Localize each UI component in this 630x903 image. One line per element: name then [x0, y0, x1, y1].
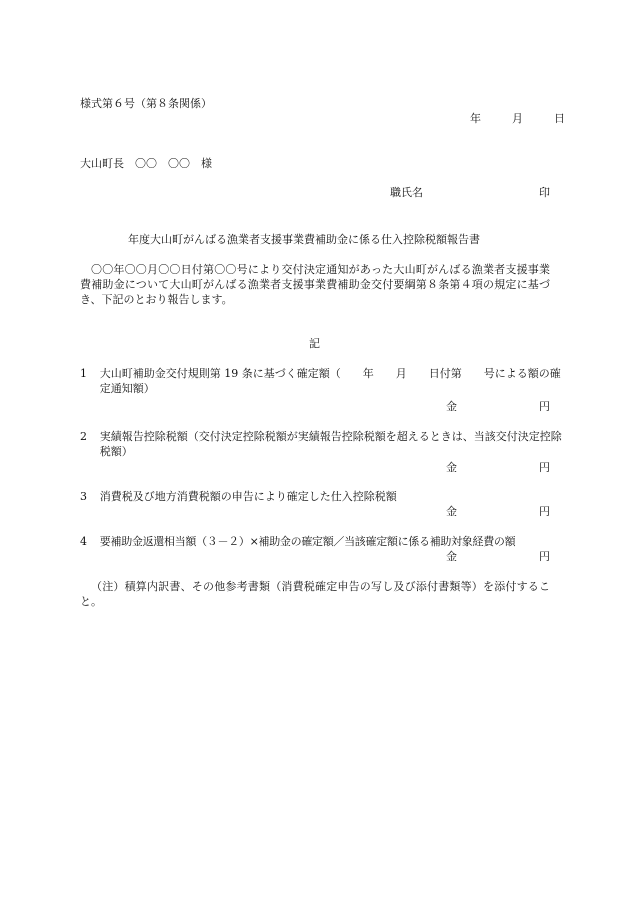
date-year: 年: [470, 112, 481, 125]
date-line: [470, 111, 565, 126]
item-3-number: 3: [80, 490, 87, 503]
item-1-text: 大山町補助金交付規則第 19 条に基づく確定額（ 年 月 日付第 号による額の確定通知額）: [99, 367, 561, 395]
item-4-en: 円: [539, 550, 550, 563]
item-2-text: 実績報告控除税額（交付決定控除税額が実績報告控除税額を超えるときは、当該交付決定控除税額）: [99, 430, 562, 458]
date-month: 月: [512, 112, 523, 125]
note: （注）積算内訳書、その他参考書類（消費税確定申告の写し及び添付書類等）を添付すること。: [80, 580, 550, 608]
item-1-number: 1: [80, 367, 87, 380]
form-number: 様式第６号（第８条関係）: [80, 97, 212, 110]
item-2: [80, 429, 570, 459]
item-2-en: 円: [539, 461, 550, 474]
date-day: 日: [554, 112, 565, 125]
body-paragraph: 〇〇年〇〇月〇〇日付第〇〇号により交付決定通知があった大山町がんばる漁業者支援事業費補助金について大山町がんばる漁業者支援事業費補助金交付要綱第８条第４項の規定に基づき、下記のとおり報告します。: [80, 263, 550, 306]
item-1-kin: 金: [446, 400, 457, 413]
item-4-kin: 金: [446, 550, 457, 563]
item-4-number: 4: [80, 535, 87, 548]
item-3-en: 円: [539, 505, 550, 518]
item-3-kin: 金: [446, 505, 457, 518]
item-4: [80, 534, 575, 549]
seal-mark: 印: [539, 186, 550, 199]
ki-heading: 記: [309, 337, 320, 350]
item-3-text: 消費税及び地方消費税額の申告により確定した仕入控除税額: [99, 490, 397, 503]
item-1: [80, 366, 570, 396]
document-title: 年度大山町がんばる漁業者支援事業費補助金に係る仕入控除税額報告書: [128, 233, 480, 246]
item-2-kin: 金: [446, 461, 457, 474]
signature-label: 職氏名: [390, 186, 423, 199]
item-3: [80, 489, 570, 504]
item-2-number: 2: [80, 430, 87, 443]
item-1-en: 円: [539, 400, 550, 413]
item-4-text: 要補助金返還相当額（３－２）×補助金の確定額／当該確定額に係る補助対象経費の額: [99, 535, 516, 548]
addressee: 大山町長 〇〇 〇〇 様: [80, 157, 212, 170]
